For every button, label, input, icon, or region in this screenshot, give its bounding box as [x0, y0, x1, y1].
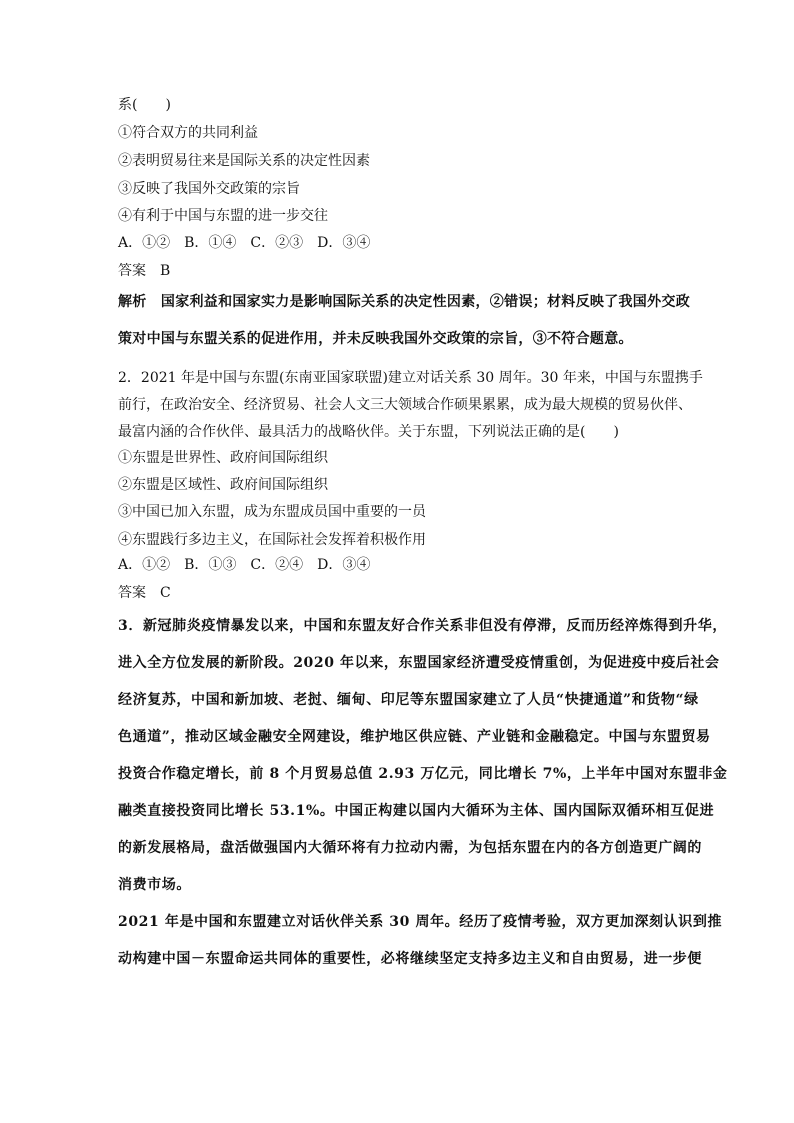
q1-option-1: ①符合双方的共同利益 [118, 125, 258, 141]
q2-choices: A．①② B．①③ C．②④ D．③④ [118, 557, 371, 573]
q3-paragraph-1-line-8: 消费市场。 [118, 877, 191, 893]
q3-paragraph-1-line-3: 经济复苏，中国和新加坡、老挝、缅甸、印尼等东盟国家建立了人员“快捷通道”和货物“绿 [118, 692, 699, 708]
q1-option-2: ②表明贸易往来是国际关系的决定性因素 [118, 153, 370, 169]
q3-paragraph-1-line-4: 色通道”，推动区域金融安全网建设，维护地区供应链、产业链和金融稳定。中国与东盟贸易 [118, 729, 711, 745]
q1-option-3: ③反映了我国外交政策的宗旨 [118, 181, 300, 197]
q2-option-1: ①东盟是世界性、政府间国际组织 [118, 450, 328, 466]
q3-paragraph-1-line-7: 的新发展格局，盘活做强国内大循环将有力拉动内需，为包括东盟在内的各方创造更广阔的 [118, 840, 702, 856]
q3-paragraph-2-line-1: 2021 年是中国和东盟建立对话伙伴关系 30 周年。经历了疫情考验，双方更加深刻认识到推 [118, 914, 723, 930]
q2-option-4: ④东盟践行多边主义，在国际社会发挥着积极作用 [118, 532, 426, 548]
q1-answer: 答案 B [118, 263, 171, 279]
q1-choices: A．①② B．①④ C．②③ D．③④ [118, 235, 371, 251]
q1-option-4: ④有利于中国与东盟的进一步交往 [118, 208, 328, 224]
q3-paragraph-1-line-1: 3．新冠肺炎疫情暴发以来，中国和东盟友好合作关系非但没有停滞，反而历经淬炼得到升华， [118, 618, 727, 634]
q1-stem-tail: 系( ) [118, 97, 171, 113]
q2-option-2: ②东盟是区域性、政府间国际组织 [118, 477, 328, 493]
q1-analysis-line-2: 策对中国与东盟关系的促进作用，并未反映我国外交政策的宗旨，③不符合题意。 [118, 331, 633, 347]
q3-paragraph-1-line-6: 融类直接投资同比增长 53.1%。中国正构建以国内大循环为主体、国内国际双循环相互促进 [118, 803, 715, 819]
q2-answer: 答案 C [118, 585, 171, 601]
q1-analysis-line-1: 解析 国家利益和国家实力是影响国际关系的决定性因素，②错误；材料反映了我国外交政 [118, 294, 690, 310]
q2-option-3: ③中国已加入东盟，成为东盟成员国中重要的一员 [118, 504, 426, 520]
q2-stem-line-2: 前行，在政治安全、经济贸易、社会人文三大领域合作硕果累累，成为最大规模的贸易伙伴、 [118, 397, 692, 413]
q3-paragraph-1-line-2: 进入全方位发展的新阶段。2020 年以来，东盟国家经济遭受疫情重创，为促进疫中疫后社会 [118, 655, 720, 671]
q3-paragraph-2-line-2: 动构建中国－东盟命运共同体的重要性，必将继续坚定支持多边主义和自由贸易，进一步便 [118, 951, 702, 967]
q3-paragraph-1-line-5: 投资合作稳定增长，前 8 个月贸易总值 2.93 万亿元，同比增长 7%，上半年中国对东盟非金 [118, 766, 728, 782]
q2-stem-line-3: 最富内涵的合作伙伴、最具活力的战略伙伴。关于东盟，下列说法正确的是( ) [118, 424, 619, 440]
q2-stem-line-1: 2．2021 年是中国与东盟(东南亚国家联盟)建立对话关系 30 周年。30 年来，中国与东盟携手 [118, 370, 703, 386]
